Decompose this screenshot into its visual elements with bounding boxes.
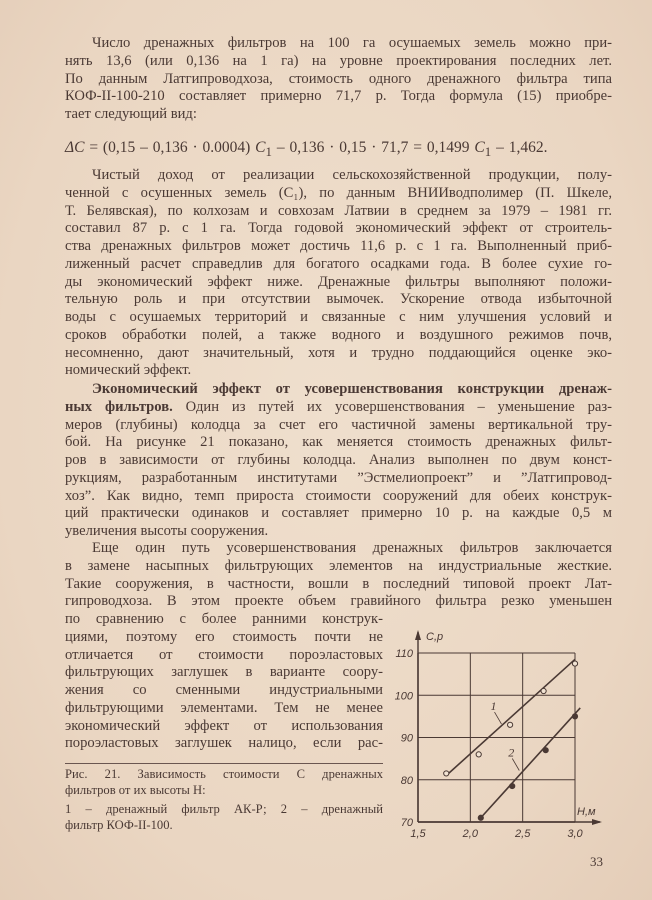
data-point-2: [543, 748, 548, 753]
text-line: хоз”. Как видно, темп прироста стоимости сооружений для обеих конструк-: [65, 487, 612, 504]
text-line: лиженный расчет справедлив для богатого осадками года. В более сухие го-: [65, 255, 612, 272]
text-line: гипроводхоза. В этом проекте объем гравийного фильтра резко уменьшен: [65, 593, 612, 610]
formula-sub: 1: [484, 144, 492, 160]
text-line: составил 87 р. с 1 га. Тогда годовой экономический эффект от строитель-: [65, 220, 612, 237]
y-tick-label: 90: [400, 732, 413, 745]
text-line: жения со сменными индустриальными: [65, 682, 383, 698]
formula-var: C: [255, 139, 266, 156]
section-heading-end: ных фильтров.: [65, 398, 173, 415]
caption-line: Рис. 21. Зависимость стоимости C дренажных: [65, 767, 383, 781]
data-point-1: [572, 661, 577, 666]
text-line: бой. На рисунке 21 показано, как меняется стоимость дренажных фильт-: [65, 434, 612, 451]
series-line-2: [481, 708, 580, 818]
y-tick-label: 80: [400, 774, 413, 787]
section-heading: Экономический эффект от усовершенствования конструкции дренаж-: [92, 381, 612, 397]
paragraph-1: [65, 35, 612, 124]
text-line: Еще один путь усовершенствования дренажных фильтров заключается: [92, 540, 612, 556]
text-line: Число дренажных фильтров на 100 га осушаемых земель можно при-: [92, 35, 612, 51]
text-line: сроков обработки полей, а также водного и воздушного режимов почв,: [65, 326, 612, 343]
x-axis-label: H,м: [577, 806, 596, 818]
text-line: тельную роль и при отсутствии вымочек. Ускорение отвода избыточной: [65, 291, 612, 308]
text-line: фильтрующими элементами. Тем не менее: [65, 699, 383, 716]
paragraph-3: [65, 381, 612, 541]
text-line: отличается от стоимости пороэластовых: [65, 646, 383, 663]
text-line: циями, поэтому его стоимость почти не: [65, 628, 383, 645]
text-line: ства дренажных фильтров может достичь 11,6 р. с 1 га. Выполненный приб-: [65, 238, 612, 254]
formula-part: – 0,136 · 0,15 · 71,7 = 0,1499: [271, 139, 475, 156]
text-line: тает следующий вид:: [65, 106, 197, 122]
text-line: увеличения высоты сооружения.: [65, 523, 269, 539]
data-point-2: [572, 714, 577, 719]
data-point-1: [444, 771, 449, 776]
series-label-2: 2: [508, 745, 515, 760]
formula-sub: 1: [265, 144, 272, 160]
text-line: КОФ-II-100-210 составляет примерно 71,7 р. Тогда формула (15) приобре-: [65, 88, 612, 105]
text-line: Чистый доход от реализации сельскохозяйственной продукции, полу-: [92, 167, 612, 183]
text-line: пороэластовых заглушек налицо, если рас-: [65, 735, 383, 752]
caption-line: 1 – дренажный фильтр АК-Р; 2 – дренажный: [65, 802, 383, 816]
text-fragment: Один из путей их усовершенствования – уменьшение раз-: [172, 398, 612, 415]
formula-lhs: ΔC: [65, 139, 85, 156]
text-line: Такие сооружения, в частности, вошли в последний типовой проект Лат-: [65, 575, 612, 592]
text-line: экономический эффект от использования: [65, 717, 383, 734]
page-number: 33: [590, 854, 603, 869]
formula-part: = (0,15 – 0,136 · 0.0004): [84, 139, 256, 156]
text-line: ров в зависимости от глубины колодца. Анализ выполнен по двум конст-: [65, 452, 612, 468]
text-line: По данным Латгипроводхоза, стоимость одного дренажного фильтра типа: [65, 70, 612, 87]
series-label-leader: [512, 759, 519, 771]
data-point-1: [476, 752, 481, 757]
text-line: ций практически одинаков и составляет примерно 10 р. на каждые 0,5 м: [65, 505, 612, 522]
formula-part: – 1,462.: [491, 139, 548, 156]
y-tick-label: 100: [394, 690, 413, 703]
caption-divider: [65, 763, 383, 764]
text-line: несомненно, дают значительный, хотя и трудно поддающийся оценке эко-: [65, 344, 612, 361]
text-line: рукциям, разработанным институтами ”Эстмелиопроект” и ”Латгипровод-: [65, 469, 612, 486]
text-line: по сравнению с более ранними конструк-: [65, 611, 383, 627]
data-point-1: [508, 722, 513, 727]
text-line: ды экономический эффект ниже. Дренажные фильтры выполняют положи-: [65, 273, 612, 290]
text-line: нять 13,6 (или 0,136 на 1 га) на уровне проектирования последних лет.: [65, 52, 612, 69]
x-tick-label: 2,0: [462, 828, 478, 840]
x-axis-arrow-icon: [592, 819, 602, 825]
y-axis-arrow-icon: [415, 630, 421, 640]
y-tick-label: 70: [400, 817, 413, 829]
y-tick-label: 110: [395, 648, 413, 660]
data-point-2: [478, 815, 483, 820]
text-line: Т. Белявская), по колхозам и совхозам Латвии в среднем за 1979 – 1981 гг.: [65, 202, 612, 219]
figure-21-chart: [380, 620, 615, 845]
x-tick-label: 1,5: [410, 828, 426, 840]
text-line: меров (глубины) колодца за счет его частичной замены вертикальной тру-: [65, 416, 612, 433]
paragraph-2: [65, 167, 612, 380]
text-line: воды с осушаемых территорий и связанные с ним улучшения условий и: [65, 309, 612, 325]
x-tick-label: 3,0: [567, 828, 583, 840]
series-label-leader: [495, 712, 502, 724]
text-line: ченной с осушенных земель (C₁), по данным ВНИИводполимер (П. Шкеле,: [65, 184, 612, 201]
figure-caption: [65, 767, 383, 833]
series-label-1: 1: [490, 699, 497, 714]
x-tick-label: 2,5: [515, 828, 531, 840]
caption-line: фильтр КОФ-II-100.: [65, 817, 173, 832]
data-point-1: [541, 688, 546, 693]
text-line: фильтрующих заглушек в варианте соору-: [65, 664, 383, 681]
caption-line: фильтров от их высоты H:: [65, 782, 206, 797]
formula-var: C: [474, 139, 485, 156]
y-axis-label: C,р: [426, 631, 444, 643]
text-line: в замене насыпных фильтрующих элементов на индустриальные жесткие.: [65, 557, 612, 574]
text-line: номический эффект.: [65, 362, 192, 379]
formula: [65, 139, 547, 160]
data-point-2: [510, 783, 515, 788]
text-line: [65, 399, 612, 417]
